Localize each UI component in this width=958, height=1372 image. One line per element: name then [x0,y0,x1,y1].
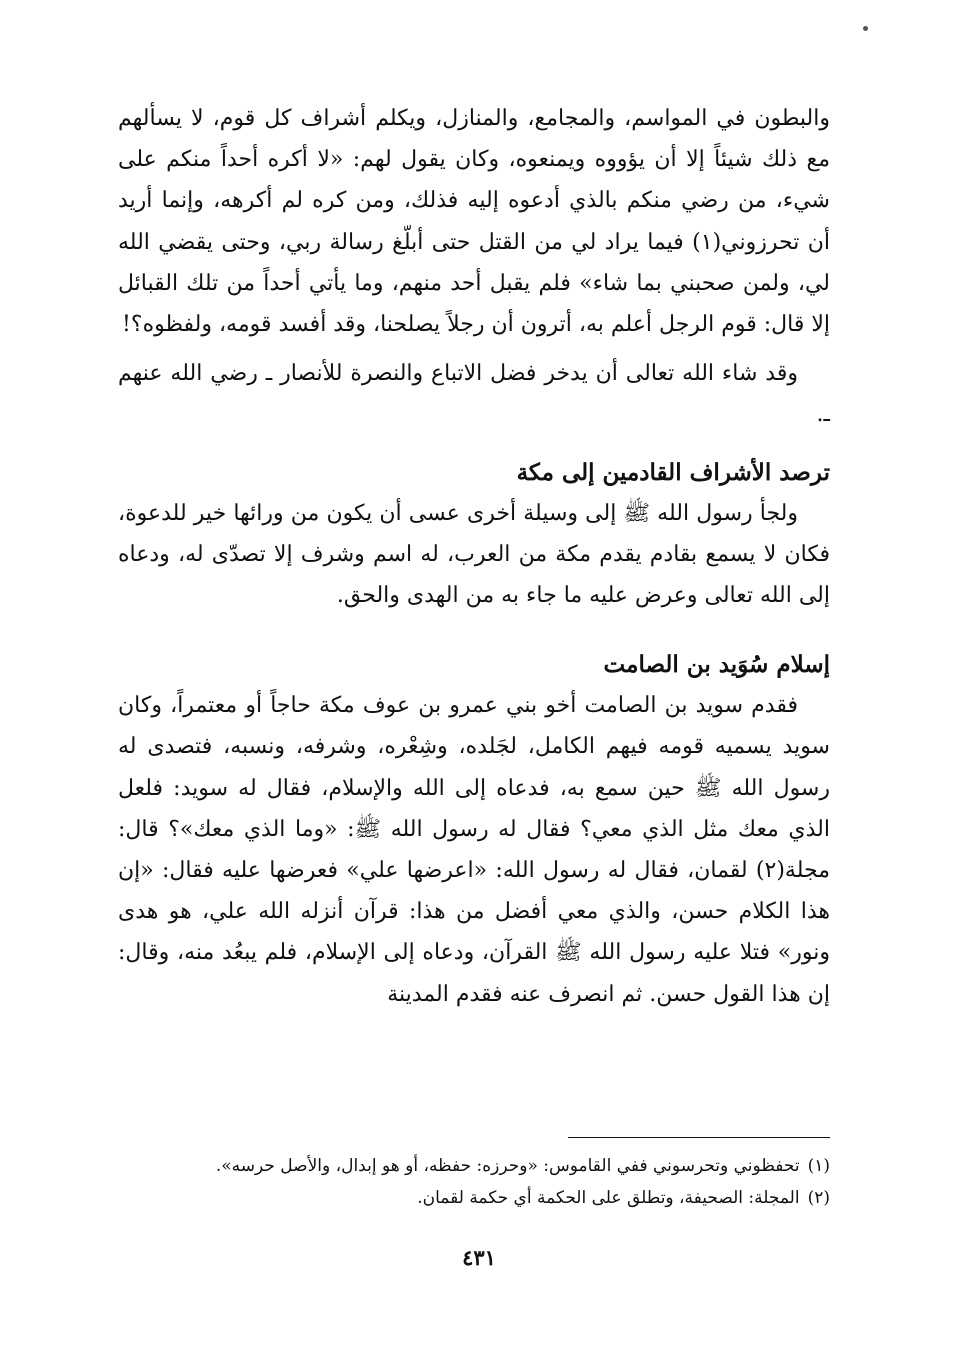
section-heading-2: إسلام سُوَيد بن الصامت [603,651,830,679]
paragraph-2: وقد شاء الله تعالى أن يدخر فضل الاتباع والنصرة للأنصار ـ رضي الله عنهم ـ. [118,361,830,428]
footnotes [118,1150,830,1214]
footnote-2 [118,1182,830,1214]
footnote-2-text: المجلة: الصحيفة، وتطلق على الحكمة أي حكمة لقمان. [417,1188,800,1208]
scan-speck [863,26,868,31]
footnote-1 [118,1150,830,1182]
footnote-1-number: (١) [807,1156,830,1176]
footnote-divider [568,1137,830,1138]
paragraph-4: فقدم سويد بن الصامت أخو بني عمرو بن عوف مكة حاجاً أو معتمراً، وكان سويد يسميه قومه فيهم الكامل، لجَلده، وشِعْره، وشرفه، ونسبه، فتصدى له رسول الله ﷺ حين سمع به، فدعاه إلى الله والإسلام، فقال له سويد: فلعل الذي معك مثل الذي معي؟ فقال له رسول الله ﷺ: «وما الذي معك»؟ قال: مجلة(٢) لقمان، فقال له رسول الله: «اعرضها علي» فعرضها عليه فقال: «إن هذا الكلام حسن، والذي معي أفضل من هذا: قرآن أنزله الله علي، هو هدى ونور» فتلا عليه رسول الله ﷺ القرآن، ودعاه إلى الإسلام، فلم يبعُد منه، وقال: إن هذا القول حسن. ثم انصرف عنه فقدم المدينة [118,693,830,1007]
paragraph-3: ولجأ رسول الله ﷺ إلى وسيلة أخرى عسى أن يكون من ورائها خير للدعوة، فكان لا يسمع بقادم يقدم مكة من العرب، له اسم وشرف إلا تصدّى له، ودعاه إلى الله تعالى وعرض عليه ما جاء به من الهدى والحق. [118,500,830,609]
section-heading-1: ترصد الأشراف القادمين إلى مكة [516,458,830,486]
paragraph-1: والبطون في المواسم، والمجامع، والمنازل، ويكلم أشراف كل قوم، لا يسألهم مع ذلك شيئاً إلا أن يؤووه ويمنعوه، وكان يقول لهم: «لا أكره أحداً منكم على شيء، من رضي منكم بالذي أدعوه إليه فذلك، ومن كره لم أكرهه، وإنما أريد أن تحرزوني(١) فيما يراد لي من القتل حتى أبلّغ رسالة ربي، وحتى يقضي الله لي، ولمن صحبني بما شاء» فلم يقبل أحد منهم، وما يأتي أحداً من تلك القبائل إلا قال: قوم الرجل أعلم به، أترون أن رجلاً يصلحنا، وقد أفسد قومه، ولفظوه؟! [118,106,830,338]
footnote-2-number: (٢) [807,1188,830,1208]
page-number: ٤٣١ [462,1245,496,1270]
footnote-1-text: تحفظوني وتحرسوني ففي القاموس: «وحرزه: حفظه، أو هو إبدال، والأصل حرسه». [215,1156,800,1176]
main-text [118,98,830,1015]
